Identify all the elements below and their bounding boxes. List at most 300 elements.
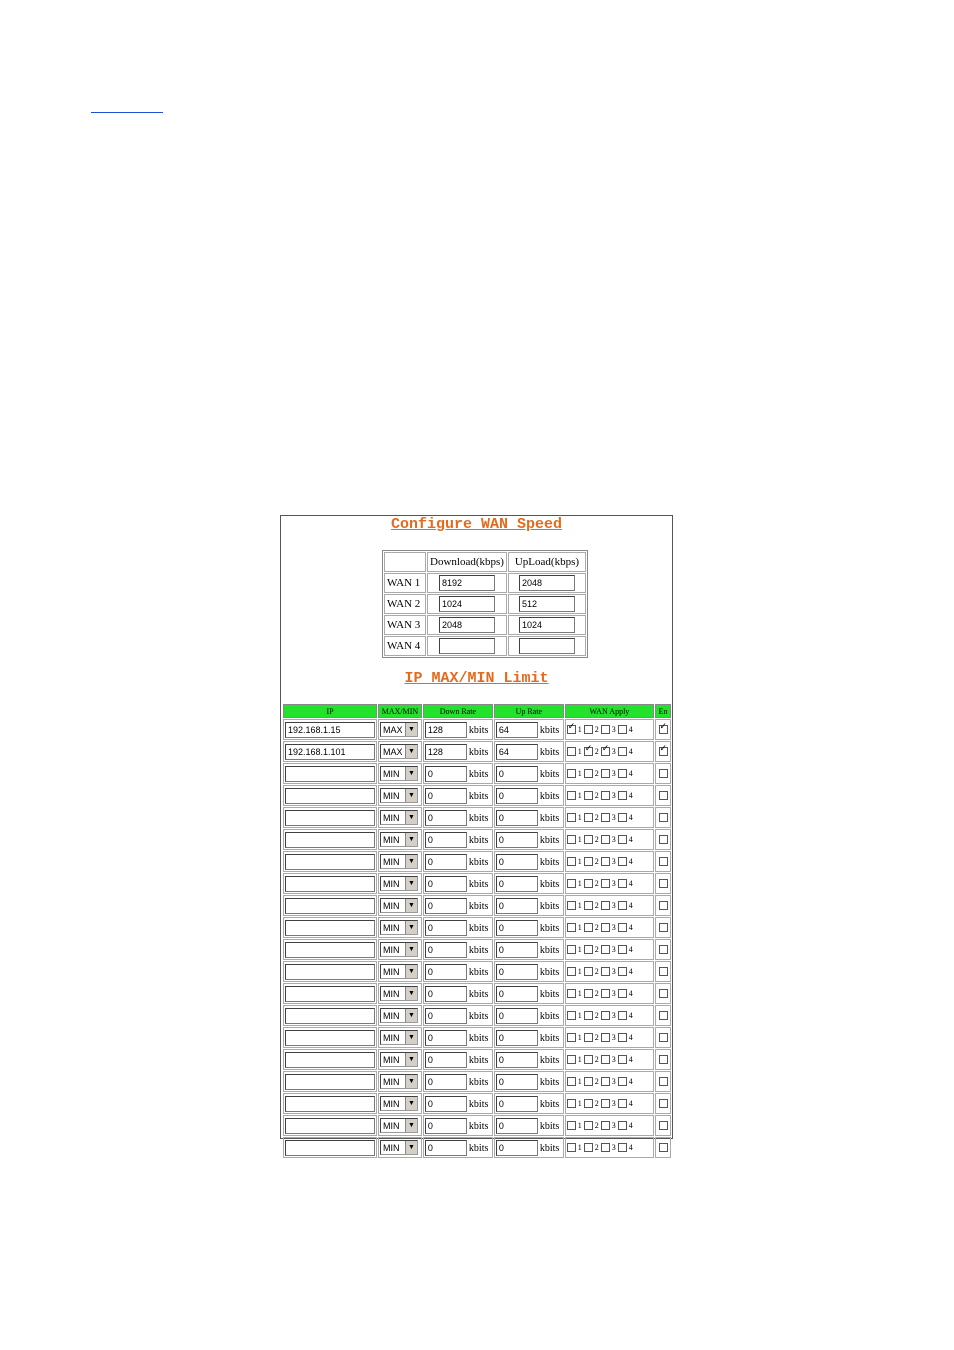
ip-cell <box>283 1071 377 1092</box>
mode-select[interactable] <box>380 744 418 759</box>
mode-cell <box>378 785 422 806</box>
wan-number-label: 4 <box>628 1055 633 1065</box>
enable-cell <box>655 961 671 982</box>
chevron-down-icon[interactable]: ▼ <box>405 723 417 736</box>
wan-apply-checkbox[interactable] <box>584 1077 593 1086</box>
up-rate-cell <box>494 741 564 762</box>
chevron-down-icon[interactable]: ▼ <box>405 855 417 868</box>
ip-input[interactable] <box>285 964 375 980</box>
mode-select-value: MIN <box>383 856 400 867</box>
ip-input[interactable] <box>285 1074 375 1090</box>
mode-select[interactable] <box>380 986 418 1001</box>
wan-apply-checkbox[interactable] <box>601 1077 610 1086</box>
wan-apply-checkbox[interactable] <box>601 923 610 932</box>
wan-apply-checkbox[interactable] <box>618 1077 627 1086</box>
wan-apply-checkbox[interactable] <box>584 1011 593 1020</box>
download-cell <box>427 615 507 635</box>
down-rate-input[interactable] <box>425 1140 467 1156</box>
chevron-down-icon[interactable]: ▼ <box>405 1075 417 1088</box>
wan-apply-checkbox[interactable] <box>567 725 576 734</box>
mode-select[interactable] <box>380 1030 418 1045</box>
wan-apply-checkbox[interactable] <box>584 879 593 888</box>
mode-select[interactable] <box>380 722 418 737</box>
chevron-down-icon[interactable]: ▼ <box>405 899 417 912</box>
ip-input[interactable] <box>285 766 375 782</box>
mode-select-value: MIN <box>383 834 400 845</box>
wan-apply-checkbox[interactable] <box>601 835 610 844</box>
wan-apply-checkbox[interactable] <box>584 1055 593 1064</box>
down-rate-input[interactable] <box>425 898 467 914</box>
enable-checkbox[interactable] <box>659 747 668 756</box>
wan-apply-checkbox[interactable] <box>618 857 627 866</box>
enable-checkbox[interactable] <box>659 967 668 976</box>
wan-apply-checkbox[interactable] <box>584 923 593 932</box>
enable-cell <box>655 807 671 828</box>
wan-apply-checkbox[interactable] <box>584 901 593 910</box>
wan-apply-checkbox[interactable] <box>601 725 610 734</box>
wan-apply-cell <box>565 1137 654 1158</box>
ip-header: IP <box>283 704 377 718</box>
ip-limit-row <box>283 785 671 806</box>
enable-cell <box>655 851 671 872</box>
ip-input[interactable] <box>285 832 375 848</box>
ip-limit-row <box>283 983 671 1004</box>
wan-apply-cell <box>565 851 654 872</box>
up-rate-input[interactable] <box>496 942 538 958</box>
upload-input[interactable] <box>519 575 575 591</box>
wan-number-label: 1 <box>577 945 582 955</box>
ip-input[interactable] <box>285 1052 375 1068</box>
ip-cell <box>283 1093 377 1114</box>
chevron-down-icon[interactable]: ▼ <box>405 1053 417 1066</box>
wan-apply-checkbox[interactable] <box>618 989 627 998</box>
mode-select[interactable] <box>380 876 418 891</box>
mode-select-value: MIN <box>383 1120 400 1131</box>
down-rate-input[interactable] <box>425 986 467 1002</box>
up-rate-unit: kbits <box>539 1076 560 1088</box>
wan-apply-checkbox[interactable] <box>618 769 627 778</box>
ip-limit-row <box>283 895 671 916</box>
wan-apply-checkbox[interactable] <box>584 725 593 734</box>
mode-select[interactable] <box>380 964 418 979</box>
ip-input[interactable] <box>285 810 375 826</box>
wan-apply-checkbox[interactable] <box>618 813 627 822</box>
up-rate-input[interactable] <box>496 854 538 870</box>
mode-select[interactable] <box>380 788 418 803</box>
enable-checkbox[interactable] <box>659 923 668 932</box>
up-rate-input[interactable] <box>496 1074 538 1090</box>
mode-cell <box>378 741 422 762</box>
wan-apply-checkbox[interactable] <box>584 967 593 976</box>
enable-checkbox[interactable] <box>659 835 668 844</box>
mode-select[interactable] <box>380 1052 418 1067</box>
enable-checkbox[interactable] <box>659 989 668 998</box>
up-rate-input[interactable] <box>496 810 538 826</box>
wan-number-label: 2 <box>594 1033 599 1043</box>
wan-apply-checkbox[interactable] <box>584 769 593 778</box>
mode-select-value: MAX <box>383 746 403 757</box>
wan-apply-checkbox[interactable] <box>584 1143 593 1152</box>
wan-number-label: 3 <box>611 1033 616 1043</box>
wan-number-label: 2 <box>594 901 599 911</box>
wan-number-label: 1 <box>577 989 582 999</box>
wan-apply-checkbox[interactable] <box>567 967 576 976</box>
down-rate-cell <box>423 719 493 740</box>
down-rate-input[interactable] <box>425 920 467 936</box>
enable-checkbox[interactable] <box>659 1077 668 1086</box>
ip-input[interactable] <box>285 986 375 1002</box>
wan-apply-checkbox[interactable] <box>601 1011 610 1020</box>
wan-apply-checkbox[interactable] <box>567 1077 576 1086</box>
wan-apply-checkbox[interactable] <box>567 901 576 910</box>
wan-apply-checkbox[interactable] <box>601 945 610 954</box>
chevron-down-icon[interactable]: ▼ <box>405 965 417 978</box>
up-rate-unit: kbits <box>539 834 560 846</box>
mode-select-value: MIN <box>383 922 400 933</box>
down-rate-input[interactable] <box>425 1096 467 1112</box>
chevron-down-icon[interactable]: ▼ <box>405 1097 417 1110</box>
up-rate-unit: kbits <box>539 878 560 890</box>
wan-number-label: 3 <box>611 989 616 999</box>
upload-header: UpLoad(kbps) <box>508 552 586 572</box>
wan-speed-row <box>384 636 586 656</box>
upload-cell <box>508 636 586 656</box>
ip-limit-table <box>282 703 672 1159</box>
wan-number-label: 3 <box>611 1077 616 1087</box>
down-rate-input[interactable] <box>425 1008 467 1024</box>
up-rate-input[interactable] <box>496 898 538 914</box>
upload-input[interactable] <box>519 638 575 654</box>
wan-apply-checkbox[interactable] <box>584 1033 593 1042</box>
wan-apply-checkbox[interactable] <box>618 1033 627 1042</box>
enable-checkbox[interactable] <box>659 1033 668 1042</box>
wan-apply-checkbox[interactable] <box>618 1011 627 1020</box>
down-rate-unit: kbits <box>468 1054 489 1066</box>
wan-apply-checkbox[interactable] <box>567 1011 576 1020</box>
ip-input[interactable] <box>285 920 375 936</box>
enable-checkbox[interactable] <box>659 769 668 778</box>
chevron-down-icon[interactable]: ▼ <box>405 1009 417 1022</box>
ip-input[interactable] <box>285 1118 375 1134</box>
wan-apply-checkbox[interactable] <box>601 769 610 778</box>
mode-select[interactable] <box>380 766 418 781</box>
wan-apply-checkbox[interactable] <box>618 1055 627 1064</box>
up-rate-cell <box>494 873 564 894</box>
wan-apply-checkbox[interactable] <box>618 1121 627 1130</box>
wan-apply-checkbox[interactable] <box>601 747 610 756</box>
wan-apply-checkbox[interactable] <box>601 989 610 998</box>
up-rate-input[interactable] <box>496 1030 538 1046</box>
wan-apply-checkbox[interactable] <box>601 791 610 800</box>
wan-number-label: 4 <box>628 769 633 779</box>
wan-apply-checkbox[interactable] <box>567 1033 576 1042</box>
ip-input[interactable] <box>285 1008 375 1024</box>
down-rate-cell <box>423 807 493 828</box>
wan-apply-checkbox[interactable] <box>601 879 610 888</box>
wan-number-label: 3 <box>611 1121 616 1131</box>
down-rate-cell <box>423 851 493 872</box>
mode-select-value: MIN <box>383 944 400 955</box>
down-rate-input[interactable] <box>425 942 467 958</box>
wan-apply-checkbox[interactable] <box>584 1121 593 1130</box>
down-rate-unit: kbits <box>468 812 489 824</box>
wan-apply-checkbox[interactable] <box>618 967 627 976</box>
download-input[interactable] <box>439 617 495 633</box>
up-rate-input[interactable] <box>496 1118 538 1134</box>
down-rate-unit: kbits <box>468 1098 489 1110</box>
chevron-down-icon[interactable]: ▼ <box>405 1031 417 1044</box>
download-input[interactable] <box>439 596 495 612</box>
chevron-down-icon[interactable]: ▼ <box>405 1119 417 1132</box>
ip-input[interactable] <box>285 744 375 760</box>
down-rate-input[interactable] <box>425 744 467 760</box>
up-rate-input[interactable] <box>496 766 538 782</box>
ip-limit-row <box>283 1005 671 1026</box>
chevron-down-icon[interactable]: ▼ <box>405 745 417 758</box>
mode-select[interactable] <box>380 810 418 825</box>
down-rate-input[interactable] <box>425 788 467 804</box>
chevron-down-icon[interactable]: ▼ <box>405 1141 417 1154</box>
enable-checkbox[interactable] <box>659 879 668 888</box>
wan-number-label: 2 <box>594 1121 599 1131</box>
chevron-down-icon[interactable]: ▼ <box>405 811 417 824</box>
wan-apply-checkbox[interactable] <box>601 901 610 910</box>
up-rate-input[interactable] <box>496 920 538 936</box>
mode-select[interactable] <box>380 1140 418 1155</box>
wan-number-label: 1 <box>577 1143 582 1153</box>
wan-apply-checkbox[interactable] <box>618 1099 627 1108</box>
enable-checkbox[interactable] <box>659 791 668 800</box>
mode-select[interactable] <box>380 942 418 957</box>
mode-select[interactable] <box>380 1008 418 1023</box>
enable-checkbox[interactable] <box>659 813 668 822</box>
down-rate-unit: kbits <box>468 1142 489 1154</box>
up-rate-input[interactable] <box>496 876 538 892</box>
wan-apply-checkbox[interactable] <box>618 791 627 800</box>
enable-checkbox[interactable] <box>659 1121 668 1130</box>
mode-select[interactable] <box>380 1096 418 1111</box>
ip-input[interactable] <box>285 876 375 892</box>
mode-select[interactable] <box>380 1074 418 1089</box>
wan-apply-checkbox[interactable] <box>618 945 627 954</box>
enable-cell <box>655 1005 671 1026</box>
download-input[interactable] <box>439 575 495 591</box>
wan-apply-checkbox[interactable] <box>601 1055 610 1064</box>
ip-limit-row <box>283 829 671 850</box>
wan-apply-checkbox[interactable] <box>584 857 593 866</box>
mode-select[interactable] <box>380 1118 418 1133</box>
download-cell <box>427 573 507 593</box>
wan-apply-checkbox[interactable] <box>567 1143 576 1152</box>
ip-input[interactable] <box>285 1096 375 1112</box>
wan-number-label: 2 <box>594 1055 599 1065</box>
wan-apply-checkbox[interactable] <box>618 747 627 756</box>
wan-apply-checkbox[interactable] <box>567 813 576 822</box>
wan-number-label: 3 <box>611 835 616 845</box>
mode-cell <box>378 983 422 1004</box>
wan-apply-checkbox[interactable] <box>618 835 627 844</box>
wan-apply-checkbox[interactable] <box>567 1099 576 1108</box>
ip-cell <box>283 917 377 938</box>
wan-apply-checkbox[interactable] <box>618 725 627 734</box>
down-rate-input[interactable] <box>425 1052 467 1068</box>
wan-number-label: 2 <box>594 989 599 999</box>
wan-apply-cell <box>565 1093 654 1114</box>
wan-apply-checkbox[interactable] <box>584 989 593 998</box>
down-rate-unit: kbits <box>468 966 489 978</box>
mode-select[interactable] <box>380 920 418 935</box>
down-rate-input[interactable] <box>425 722 467 738</box>
up-rate-cell <box>494 851 564 872</box>
up-rate-input[interactable] <box>496 744 538 760</box>
chevron-down-icon[interactable]: ▼ <box>405 767 417 780</box>
down-rate-input[interactable] <box>425 854 467 870</box>
enable-checkbox[interactable] <box>659 1099 668 1108</box>
wan-apply-checkbox[interactable] <box>601 1143 610 1152</box>
enable-checkbox[interactable] <box>659 945 668 954</box>
up-rate-unit: kbits <box>539 1054 560 1066</box>
up-rate-input[interactable] <box>496 1052 538 1068</box>
down-rate-unit: kbits <box>468 790 489 802</box>
enable-cell <box>655 1049 671 1070</box>
upload-input[interactable] <box>519 596 575 612</box>
down-rate-input[interactable] <box>425 1074 467 1090</box>
upload-cell <box>508 573 586 593</box>
enable-checkbox[interactable] <box>659 1055 668 1064</box>
wan-apply-checkbox[interactable] <box>601 967 610 976</box>
mode-select[interactable] <box>380 832 418 847</box>
ip-input[interactable] <box>285 1140 375 1156</box>
ip-cell <box>283 939 377 960</box>
up-rate-input[interactable] <box>496 722 538 738</box>
wan-apply-checkbox[interactable] <box>567 857 576 866</box>
wan-apply-checkbox[interactable] <box>618 1143 627 1152</box>
wan-apply-checkbox[interactable] <box>584 945 593 954</box>
down-rate-cell <box>423 895 493 916</box>
ip-cell <box>283 763 377 784</box>
top-link[interactable] <box>91 98 163 113</box>
chevron-down-icon[interactable]: ▼ <box>405 943 417 956</box>
down-rate-input[interactable] <box>425 832 467 848</box>
up-rate-cell <box>494 1093 564 1114</box>
ip-limit-row <box>283 873 671 894</box>
chevron-down-icon[interactable]: ▼ <box>405 789 417 802</box>
down-rate-input[interactable] <box>425 766 467 782</box>
wan-apply-checkbox[interactable] <box>584 791 593 800</box>
wan-apply-checkbox[interactable] <box>601 1099 610 1108</box>
down-rate-input[interactable] <box>425 1030 467 1046</box>
ip-input[interactable] <box>285 854 375 870</box>
wan-number-label: 3 <box>611 791 616 801</box>
enable-checkbox[interactable] <box>659 1143 668 1152</box>
wan-label: WAN 3 <box>384 615 426 635</box>
ip-limit-title[interactable]: IP MAX/MIN Limit <box>404 670 549 687</box>
wan-number-label: 3 <box>611 857 616 867</box>
up-rate-input[interactable] <box>496 964 538 980</box>
wan-number-label: 2 <box>594 725 599 735</box>
up-rate-input[interactable] <box>496 986 538 1002</box>
down-rate-input[interactable] <box>425 876 467 892</box>
up-rate-unit: kbits <box>539 944 560 956</box>
mode-cell <box>378 1049 422 1070</box>
wan-apply-checkbox[interactable] <box>567 1055 576 1064</box>
wan-apply-checkbox[interactable] <box>584 1099 593 1108</box>
wan-apply-checkbox[interactable] <box>601 1121 610 1130</box>
down-rate-input[interactable] <box>425 964 467 980</box>
wan-apply-checkbox[interactable] <box>567 989 576 998</box>
ip-input[interactable] <box>285 898 375 914</box>
ip-input[interactable] <box>285 788 375 804</box>
wan-apply-cell <box>565 1071 654 1092</box>
wan-apply-checkbox[interactable] <box>567 923 576 932</box>
up-rate-input[interactable] <box>496 1008 538 1024</box>
up-rate-cell <box>494 763 564 784</box>
wan-apply-checkbox[interactable] <box>567 835 576 844</box>
down-rate-input[interactable] <box>425 1118 467 1134</box>
mode-select[interactable] <box>380 854 418 869</box>
up-rate-input[interactable] <box>496 1140 538 1156</box>
upload-input[interactable] <box>519 617 575 633</box>
down-rate-cell <box>423 763 493 784</box>
mode-select[interactable] <box>380 898 418 913</box>
ip-cell <box>283 807 377 828</box>
wan-apply-checkbox[interactable] <box>567 945 576 954</box>
wan-apply-checkbox[interactable] <box>601 857 610 866</box>
wan-number-label: 3 <box>611 1055 616 1065</box>
ip-input[interactable] <box>285 942 375 958</box>
wan-apply-checkbox[interactable] <box>567 1121 576 1130</box>
chevron-down-icon[interactable]: ▼ <box>405 877 417 890</box>
up-rate-input[interactable] <box>496 1096 538 1112</box>
wan-apply-checkbox[interactable] <box>584 747 593 756</box>
wan-apply-checkbox[interactable] <box>601 813 610 822</box>
wan-apply-checkbox[interactable] <box>618 879 627 888</box>
up-rate-input[interactable] <box>496 788 538 804</box>
wan-apply-checkbox[interactable] <box>584 835 593 844</box>
enable-checkbox[interactable] <box>659 725 668 734</box>
ip-limit-row <box>283 763 671 784</box>
up-rate-unit: kbits <box>539 1098 560 1110</box>
ip-cell <box>283 873 377 894</box>
wan-apply-checkbox[interactable] <box>567 879 576 888</box>
ip-input[interactable] <box>285 722 375 738</box>
enable-checkbox[interactable] <box>659 857 668 866</box>
wan-apply-checkbox[interactable] <box>601 1033 610 1042</box>
wan-apply-checkbox[interactable] <box>567 747 576 756</box>
mode-cell <box>378 1005 422 1026</box>
up-rate-input[interactable] <box>496 832 538 848</box>
wan-apply-cell <box>565 1005 654 1026</box>
mode-select-value: MIN <box>383 1098 400 1109</box>
wan-apply-checkbox[interactable] <box>618 901 627 910</box>
ip-input[interactable] <box>285 1030 375 1046</box>
enable-cell <box>655 895 671 916</box>
enable-checkbox[interactable] <box>659 901 668 910</box>
chevron-down-icon[interactable]: ▼ <box>405 921 417 934</box>
wan-apply-checkbox[interactable] <box>584 813 593 822</box>
wan-apply-checkbox[interactable] <box>567 769 576 778</box>
enable-checkbox[interactable] <box>659 1011 668 1020</box>
download-input[interactable] <box>439 638 495 654</box>
chevron-down-icon[interactable]: ▼ <box>405 833 417 846</box>
down-rate-input[interactable] <box>425 810 467 826</box>
chevron-down-icon[interactable]: ▼ <box>405 987 417 1000</box>
mode-cell <box>378 1027 422 1048</box>
wan-apply-checkbox[interactable] <box>567 791 576 800</box>
wan-apply-checkbox[interactable] <box>618 923 627 932</box>
enable-cell <box>655 873 671 894</box>
wan-speed-title[interactable]: Configure WAN Speed <box>390 516 563 533</box>
